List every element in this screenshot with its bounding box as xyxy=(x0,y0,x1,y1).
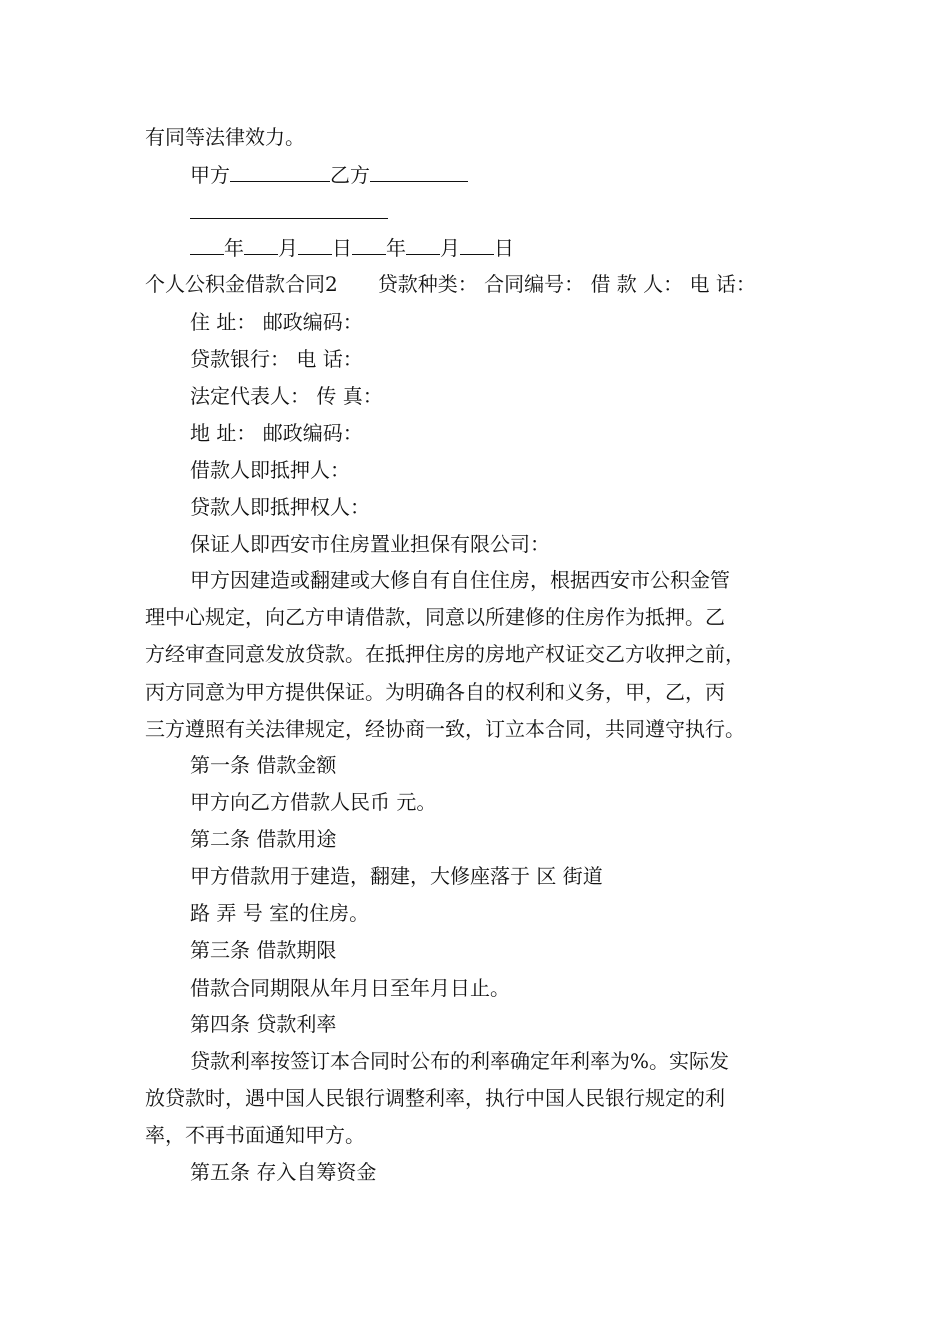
paragraph-line: 率，不再书面通知甲方。 xyxy=(145,1123,365,1147)
section-heading: 第五条 存入自筹资金 xyxy=(190,1160,377,1184)
month-blank xyxy=(406,234,440,255)
day-label: 日 xyxy=(332,236,352,260)
section-heading: 第四条 贷款利率 xyxy=(190,1012,337,1036)
month-blank xyxy=(244,234,278,255)
text-line: 有同等法律效力。 xyxy=(145,125,305,149)
paragraph-line: 理中心规定，向乙方申请借款，同意以所建修的住房作为抵押。乙 xyxy=(145,605,725,629)
section-heading: 第三条 借款期限 xyxy=(190,938,337,962)
text-line: 路 弄 号 室的住房。 xyxy=(190,901,370,925)
section-heading: 第一条 借款金额 xyxy=(190,753,337,777)
year-label: 年 xyxy=(224,236,244,260)
date-line xyxy=(190,234,514,260)
text-line: 贷款银行： 电 话： xyxy=(190,347,363,371)
year-blank xyxy=(352,234,386,255)
paragraph-line: 放贷款时，遇中国人民银行调整利率，执行中国人民银行规定的利 xyxy=(145,1086,725,1110)
text-line: 保证人即西安市住房置业担保有限公司： xyxy=(190,532,550,556)
text-line: 甲方向乙方借款人民币 元。 xyxy=(190,790,437,814)
blank-line xyxy=(190,198,388,224)
text-line: 住 址： 邮政编码： xyxy=(190,310,363,334)
text-line: 法定代表人： 传 真： xyxy=(190,384,383,408)
month-label: 月 xyxy=(278,236,298,260)
paragraph-line: 丙方同意为甲方提供保证。为明确各自的权利和义务，甲，乙，丙 xyxy=(145,680,725,704)
day-blank xyxy=(298,234,332,255)
day-label: 日 xyxy=(494,236,514,260)
long-blank xyxy=(190,198,388,219)
paragraph-line: 三方遵照有关法律规定，经协商一致，订立本合同，共同遵守执行。 xyxy=(145,717,745,741)
paragraph-line: 贷款利率按签订本合同时公布的利率确定年利率为%。实际发 xyxy=(190,1049,730,1073)
signature-line xyxy=(190,161,468,187)
text-line: 借款人即抵押人： xyxy=(190,458,350,482)
text-line: 借款合同期限从年月日至年月日止。 xyxy=(190,976,510,1000)
paragraph-line: 甲方因建造或翻建或大修自有自住住房，根据西安市公积金管 xyxy=(190,568,730,592)
day-blank xyxy=(460,234,494,255)
year-blank xyxy=(190,234,224,255)
contract-title-line: 个人公积金借款合同2 贷款种类： 合同编号： 借 款 人： 电 话： xyxy=(145,272,756,296)
party-a-blank xyxy=(230,161,330,182)
party-a-label: 甲方 xyxy=(190,163,230,187)
text-line: 贷款人即抵押权人： xyxy=(190,495,370,519)
section-heading: 第二条 借款用途 xyxy=(190,827,337,851)
text-line: 地 址： 邮政编码： xyxy=(190,421,363,445)
party-b-blank xyxy=(370,161,468,182)
paragraph-line: 方经审查同意发放贷款。在抵押住房的房地产权证交乙方收押之前， xyxy=(145,642,745,666)
party-b-label: 乙方 xyxy=(330,163,370,187)
text-line: 甲方借款用于建造，翻建，大修座落于 区 街道 xyxy=(190,864,603,888)
year-label: 年 xyxy=(386,236,406,260)
month-label: 月 xyxy=(440,236,460,260)
